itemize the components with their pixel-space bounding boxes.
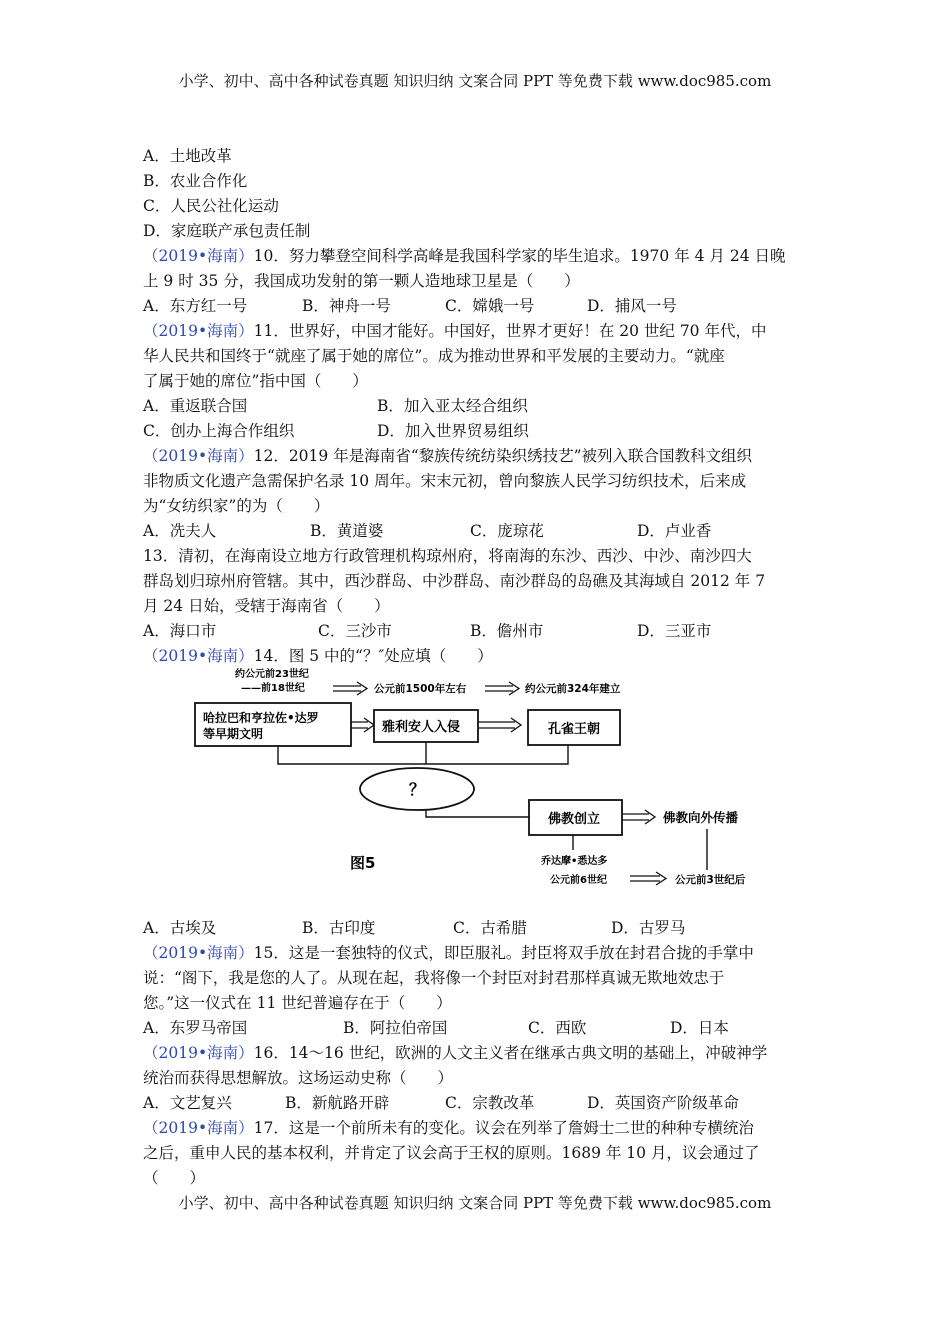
arrow-date-2-3	[485, 682, 519, 695]
source-tag: （2019•海南）	[143, 944, 254, 962]
q13-option-c: C．三沙市	[318, 622, 392, 640]
q12-stem	[143, 446, 752, 466]
q13-line1: 13．清初，在海南设立地方行政管理机构琼州府，将南海的东沙、西沙、中沙、南沙四大	[143, 547, 752, 565]
q14-option-d: D．古罗马	[611, 919, 686, 937]
source-tag: （2019•海南）	[143, 447, 254, 465]
box-early-civilization-line2: 等早期文明	[203, 727, 264, 741]
q15-option-d: D．日本	[670, 1019, 729, 1037]
q10-line1: 10．努力攀登空间科学高峰是我国科学家的毕生追求。1970 年 4 月 24 日晚	[253, 247, 786, 265]
q15-stem	[143, 943, 754, 963]
q17-line2: 之后，重申人民的基本权利，并肯定了议会高于王权的原则。1689 年 10 月，议会通过了	[143, 1144, 760, 1162]
q12-option-b: B．黄道婆	[310, 522, 384, 540]
q17-line1: 17．这是一个前所未有的变化。议会在列举了詹姆士二世的种种专横统治	[253, 1119, 754, 1137]
q16-line2: 统治而获得思想解放。这场运动史称（ ）	[143, 1069, 454, 1087]
q14-stem	[143, 646, 493, 666]
q9-option-a: A．土地改革	[143, 147, 232, 165]
arrow-date-1-2	[333, 682, 367, 695]
arrow-box2-box3	[478, 718, 521, 732]
buddhism-spread-label: 佛教向外传播	[663, 810, 739, 825]
source-tag: （2019•海南）	[143, 247, 254, 265]
source-tag: （2019•海南）	[143, 1119, 254, 1137]
connector-to-buddhism	[426, 810, 529, 817]
q10-option-d: D．捕风一号	[587, 297, 677, 315]
q11-line3: 了属于她的席位”指中国（ ）	[143, 372, 368, 390]
q11-option-c: C．创办上海合作组织	[143, 422, 295, 440]
q11-option-a: A．重返联合国	[143, 397, 248, 415]
q9-option-c: C．人民公社化运动	[143, 197, 279, 215]
q10-option-a: A．东方红一号	[143, 297, 248, 315]
q16-stem	[143, 1043, 767, 1063]
date-label-2: 公元前1500年左右	[374, 683, 467, 695]
q12-line1: 12．2019 年是海南省“黎族传统纺染织绣技艺”被列入联合国教科文组织	[253, 447, 753, 465]
q11-stem	[143, 321, 766, 341]
page-header: 小学、初中、高中各种试卷真题 知识归纳 文案合同 PPT 等免费下载 www.doc985.com	[178, 72, 772, 90]
q15-option-a: A．东罗马帝国	[143, 1019, 248, 1037]
founder-label: 乔达摩•悉达多	[541, 856, 608, 867]
q13-option-d: D．三亚市	[637, 622, 712, 640]
q13-line3: 月 24 日始，受辖于海南省（ ）	[143, 597, 390, 615]
q13-option-a: A．海口市	[143, 622, 217, 640]
box-early-civilization-line1: 哈拉巴和亨拉佐•达罗	[203, 711, 319, 725]
q11-line1: 11．世界好，中国才能好。中国好，世界才更好！在 20 世纪 70 年代，中	[253, 322, 767, 340]
date-label-4: 公元前6世纪	[550, 875, 607, 886]
q13-option-b: B．儋州市	[470, 622, 544, 640]
q17-stem	[143, 1118, 754, 1138]
q13-line2: 群岛划归琼州府管辖。其中，西沙群岛、中沙群岛、南沙群岛的岛礁及其海域自 2012 年 7	[143, 572, 766, 590]
q16-option-b: B．新航路开辟	[285, 1094, 390, 1112]
figure-label: 图5	[350, 854, 376, 872]
q15-option-b: B．阿拉伯帝国	[343, 1019, 448, 1037]
date-label-1a: 约公元前23世纪	[235, 669, 309, 680]
q14-option-a: A．古埃及	[143, 919, 217, 937]
q16-line1: 16．14～16 世纪，欧洲的人文主义者在继承古典文明的基础上，冲破神学	[253, 1044, 768, 1062]
q16-option-d: D．英国资产阶级革命	[587, 1094, 739, 1112]
q12-option-a: A．冼夫人	[143, 522, 217, 540]
q15-line2: 说：“阁下，我是您的人了。从现在起，我将像一个封臣对封君那样真诚无欺地效忠于	[143, 969, 725, 987]
q16-option-c: C．宗教改革	[445, 1094, 535, 1112]
q11-line2: 华人民共和国终于“就座了属于她的席位”。成为推动世界和平发展的主要动力。“就座	[143, 347, 725, 365]
q10-line2: 上 9 时 35 分，我国成功发射的第一颗人造地球卫星是（ ）	[143, 272, 580, 290]
q15-option-c: C．西欧	[528, 1019, 587, 1037]
q16-option-a: A．文艺复兴	[143, 1094, 232, 1112]
date-label-3: 约公元前324年建立	[525, 683, 621, 695]
box-buddhism-founded-label: 佛教创立	[548, 812, 601, 827]
source-tag: （2019•海南）	[143, 647, 254, 665]
date-label-1b: ——前18世纪	[241, 683, 305, 694]
ellipse-question-mark: ？	[409, 780, 426, 799]
q11-option-d: D．加入世界贸易组织	[377, 422, 529, 440]
source-tag: （2019•海南）	[143, 322, 254, 340]
source-tag: （2019•海南）	[143, 1044, 254, 1062]
q10-option-b: B．神舟一号	[302, 297, 391, 315]
box-maurya-dynasty-label: 孔雀王朝	[548, 722, 601, 737]
page-footer: 小学、初中、高中各种试卷真题 知识归纳 文案合同 PPT 等免费下载 www.doc985.com	[178, 1194, 772, 1212]
arrow-date4-date5	[630, 872, 666, 885]
box-aryan-invasion-label: 雅利安人入侵	[382, 720, 461, 735]
date-label-5: 公元前3世纪后	[675, 874, 746, 886]
q11-option-b: B．加入亚太经合组织	[377, 397, 528, 415]
q15-line3: 您。”这一仪式在 11 世纪普遍存在于（ ）	[143, 994, 452, 1012]
q12-option-c: C．庞琼花	[470, 522, 544, 540]
q10-stem	[143, 246, 786, 266]
figure-5-diagram	[185, 664, 785, 894]
q15-line1: 15．这是一套独特的仪式，即臣服礼。封臣将双手放在封君合拢的手掌中	[253, 944, 754, 962]
q14-line1: 14．图 5 中的“？″处应填（ ）	[253, 647, 493, 665]
q14-option-b: B．古印度	[302, 919, 376, 937]
arrow-box1-box2	[351, 718, 374, 732]
q14-option-c: C．古希腊	[453, 919, 527, 937]
q10-option-c: C．嫦娥一号	[445, 297, 535, 315]
q9-option-d: D．家庭联产承包责任制	[143, 222, 311, 240]
q12-option-d: D．卢业香	[637, 522, 712, 540]
q9-option-b: B．农业合作化	[143, 172, 248, 190]
q17-line3: （ ）	[143, 1169, 206, 1187]
q12-line2: 非物质文化遗产急需保护名录 10 周年。宋末元初，曾向黎族人民学习纺织技术，后来成	[143, 472, 747, 490]
arrow-box4-spread	[622, 810, 655, 824]
q12-line3: 为“女纺织家”的为（ ）	[143, 497, 330, 515]
